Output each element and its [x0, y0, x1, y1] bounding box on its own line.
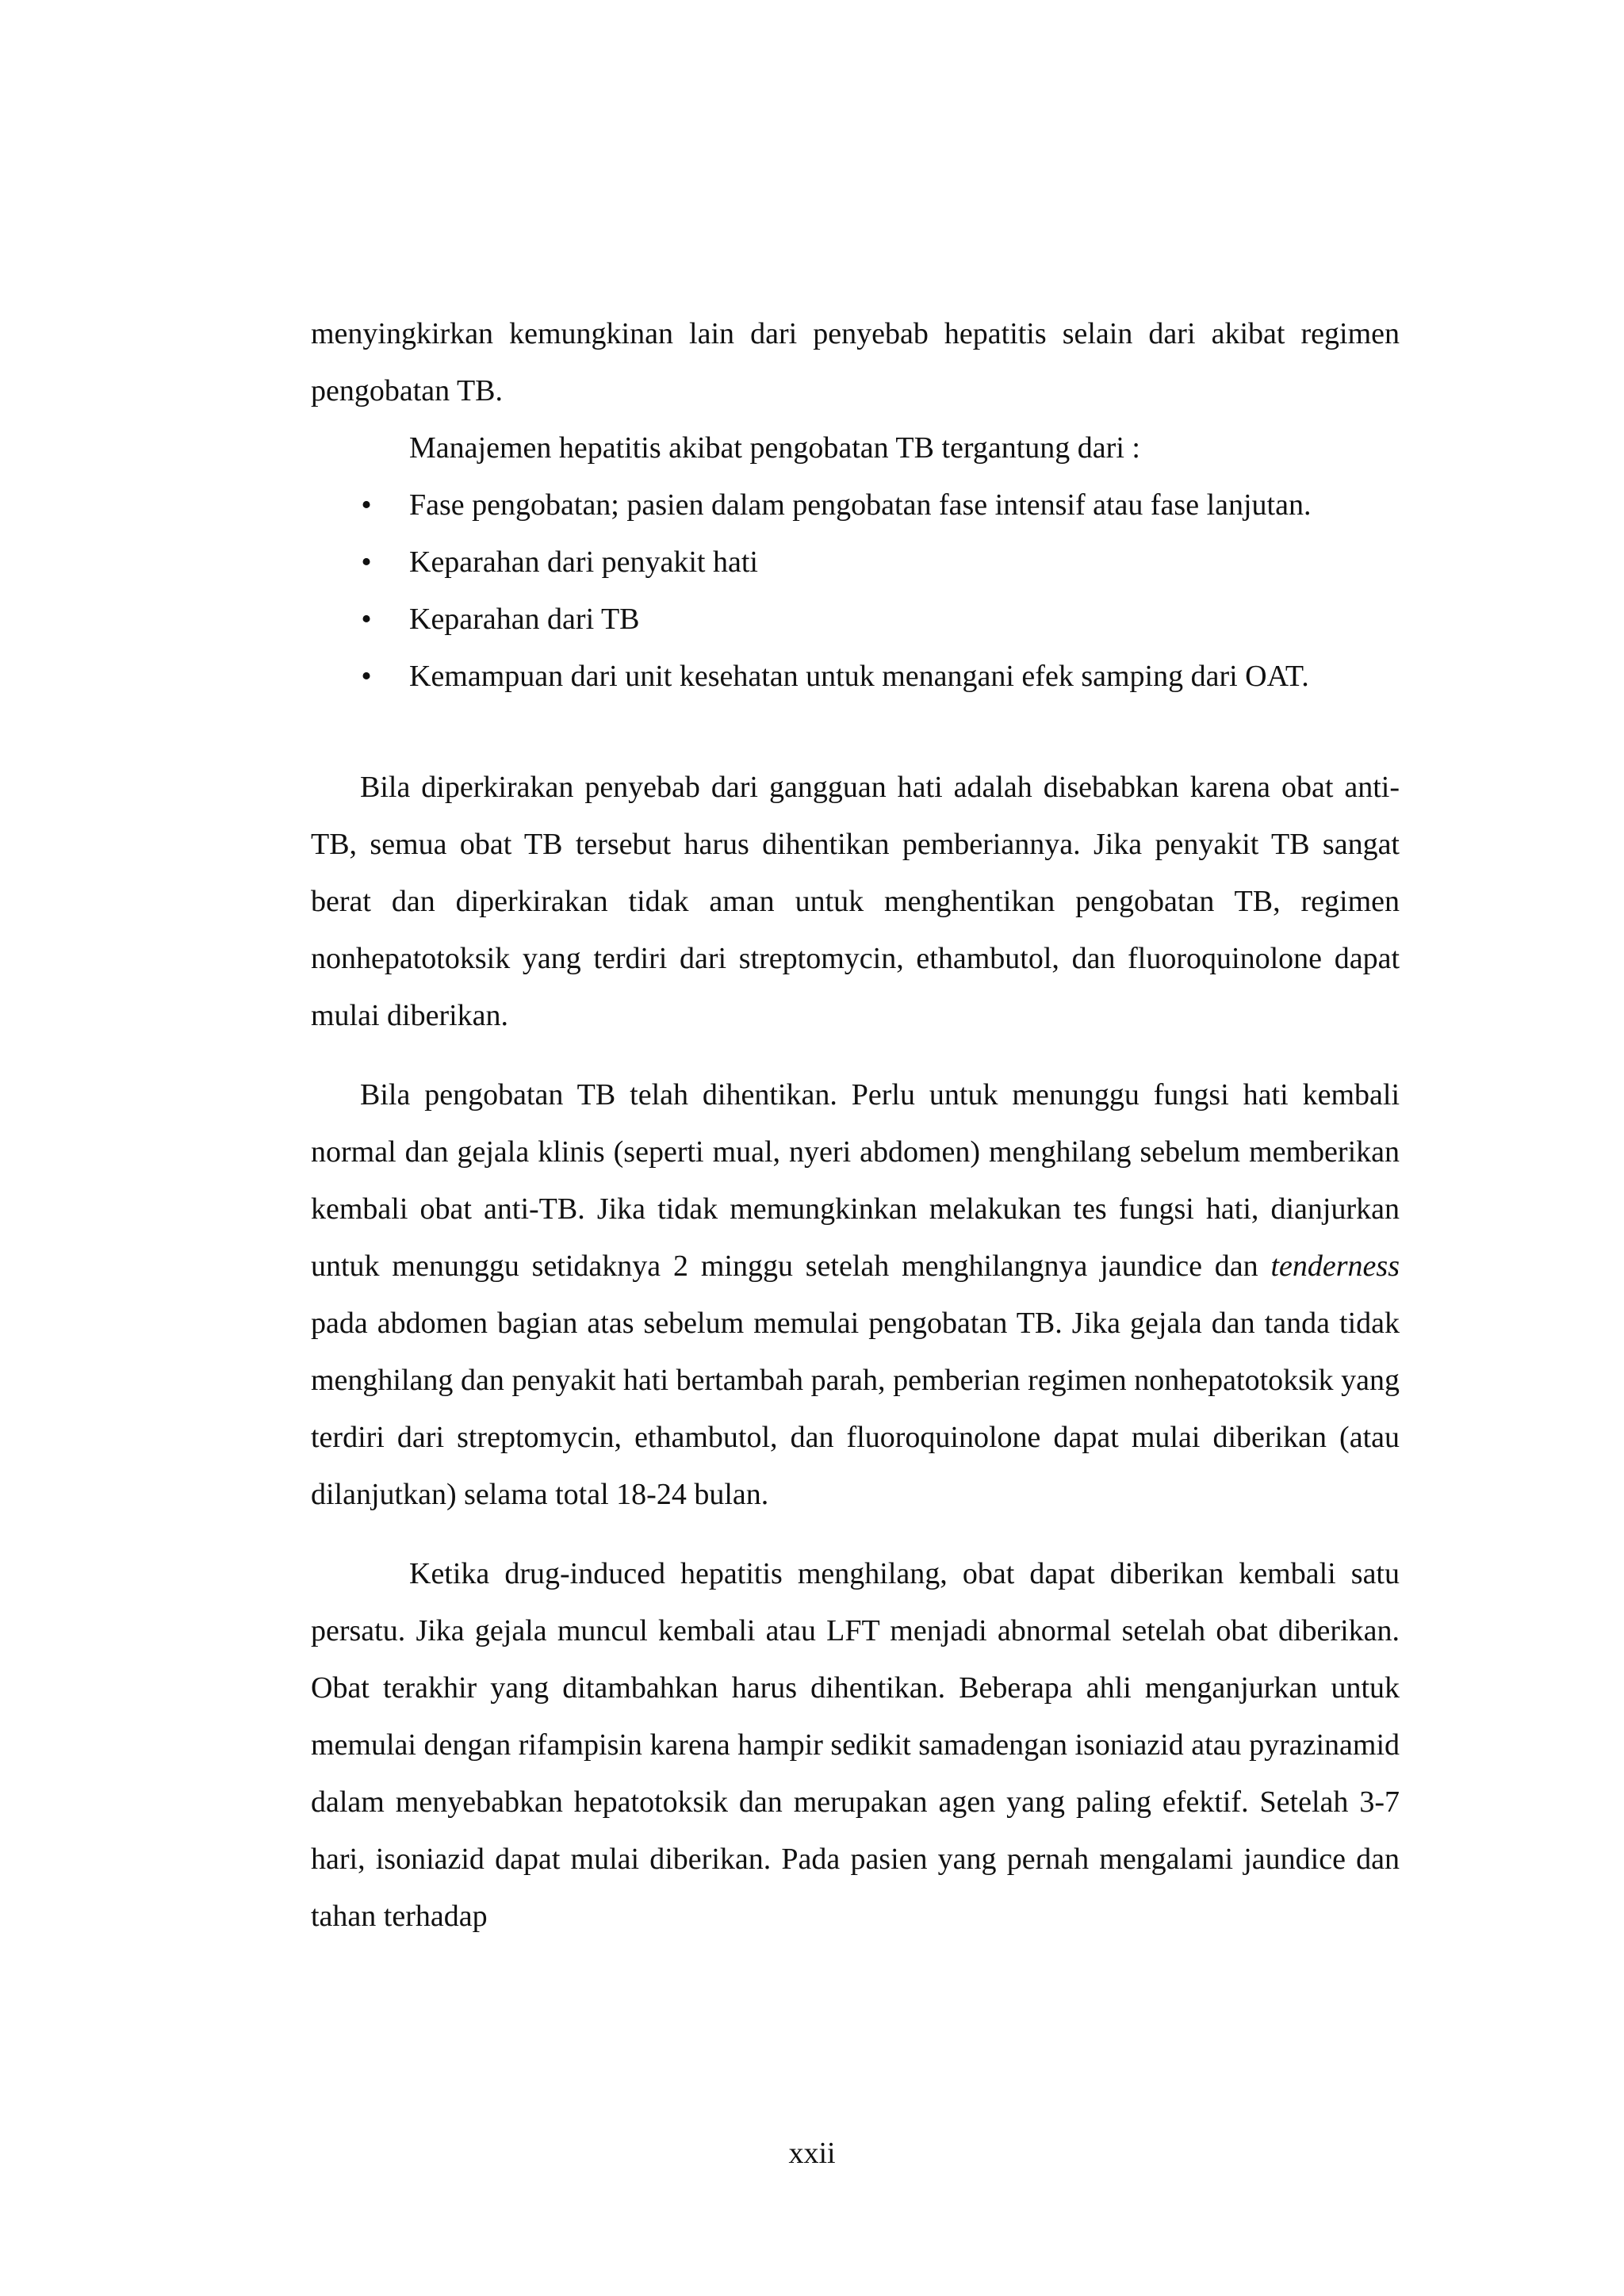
paragraph-management-intro: Manajemen hepatitis akibat pengobatan TB tergantung dari : — [409, 431, 1140, 465]
list-item — [311, 591, 1400, 648]
bullet-icon: • — [361, 660, 372, 693]
list-item — [311, 476, 1400, 534]
body-text — [311, 305, 1400, 1945]
page-number: xxii — [788, 2137, 836, 2170]
paragraph-anti-tb-stop: Bila diperkirakan penyebab dari gangguan hati adalah disebabkan karena obat anti-TB, semua obat TB tersebut harus dihentikan pemberiannya. Jika penyakit TB sangat berat dan diperkirakan tidak aman untuk menghentikan pengobatan TB, regimen nonhepatotoksik yang terdiri dari streptomycin, ethambutol, dan fluoroquinolone dapat mulai diberikan. — [311, 771, 1400, 1032]
paragraph-text-part: Bila pengobatan TB telah dihentikan. Perlu untuk menunggu fungsi hati kembali normal dan gejala klinis (seperti mual, nyeri abdomen) menghilang sebelum memberikan kembali obat anti-TB. Jika tidak memungkinkan melakukan tes fungsi hati, dianjurkan untuk menunggu setidaknya 2 minggu setelah menghilangnya jaundice dan — [311, 1078, 1400, 1283]
list-item-text: Keparahan dari TB — [409, 603, 640, 636]
bullet-icon: • — [361, 545, 372, 579]
bullet-icon: • — [361, 603, 372, 636]
list-item-text: Keparahan dari penyakit hati — [409, 545, 758, 579]
list-item-text: Fase pengobatan; pasien dalam pengobatan fase intensif atau fase lanjutan. — [409, 488, 1312, 522]
list-item-text: Kemampuan dari unit kesehatan untuk menangani efek samping dari OAT. — [409, 660, 1309, 693]
paragraph-treatment-stopped — [311, 1066, 1400, 1523]
list-item — [311, 648, 1400, 705]
bullet-icon: • — [361, 488, 372, 522]
list-item — [311, 534, 1400, 591]
paragraph-continuation: menyingkirkan kemungkinan lain dari penyebab hepatitis selain dari akibat regimen pengobatan TB. — [311, 317, 1400, 408]
paragraph-drug-reintroduction: Ketika drug-induced hepatitis menghilang, obat dapat diberikan kembali satu persatu. Jika gejala muncul kembali atau LFT menjadi abnormal setelah obat diberikan. Obat terakhir yang ditambahkan harus dihentikan. Beberapa ahli menganjurkan untuk memulai dengan rifampisin karena hampir sedikit samadengan isoniazid atau pyrazinamid dalam menyebabkan hepatotoksik dan merupakan agen yang paling efektif. Setelah 3-7 hari, isoniazid dapat mulai diberikan. Pada pasien yang pernah mengalami jaundice dan tahan terhadap — [311, 1557, 1400, 1933]
italic-term: tenderness — [1270, 1249, 1400, 1283]
paragraph-text-part: pada abdomen bagian atas sebelum memulai pengobatan TB. Jika gejala dan tanda tidak menghilang dan penyakit hati bertambah parah, pemberian regimen nonhepatotoksik yang terdiri dari streptomycin, ethambutol, dan fluoroquinolone dapat mulai diberikan (atau dilanjutkan) selama total 18-24 bulan. — [311, 1307, 1400, 1511]
management-factors-list — [311, 476, 1400, 705]
